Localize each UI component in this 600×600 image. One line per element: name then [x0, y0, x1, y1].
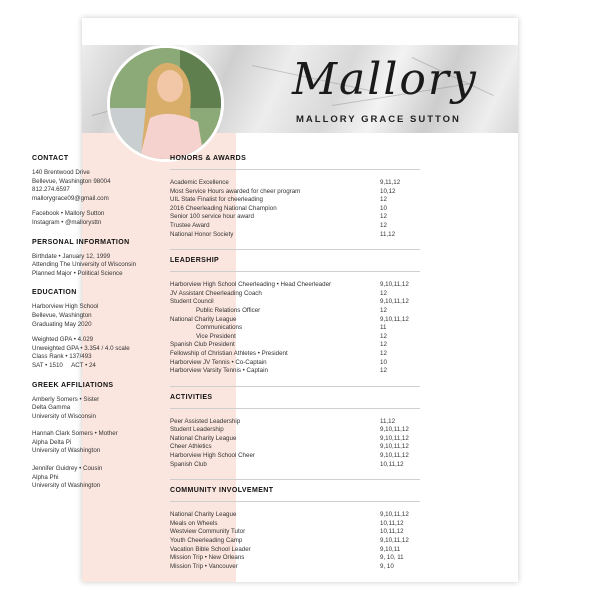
full-name: MALLORY GRACE SUTTON — [296, 114, 461, 125]
honors-row — [170, 205, 420, 214]
community-item: Youth Cheerleading Camp — [170, 537, 243, 545]
leadership-years: 12 — [380, 306, 387, 314]
honors-heading: HONORS & AWARDS — [170, 155, 247, 162]
leadership-years: 12 — [380, 349, 387, 357]
honors-years: 11,12 — [380, 230, 396, 238]
activities-row — [170, 443, 420, 452]
honors-item: UIL State Finalist for cheerleading — [170, 196, 263, 204]
honors-row — [170, 188, 420, 197]
leadership-item: Harborview Varsity Tennis • Captain — [170, 367, 268, 375]
right-column — [170, 154, 420, 581]
leadership-years: 12 — [380, 367, 387, 375]
education-heading: EDUCATION — [32, 289, 77, 297]
greek-line: University of Wisconsin — [32, 412, 96, 420]
community-years: 9,10,11,12 — [380, 511, 409, 519]
activities-item: Peer Assisted Leadership — [170, 417, 241, 425]
honors-years: 12 — [380, 221, 387, 229]
leadership-row — [170, 359, 420, 368]
community-row — [170, 537, 420, 546]
leadership-row — [170, 333, 420, 342]
greek-line: Delta Gamma — [32, 404, 71, 412]
leadership-heading: LEADERSHIP — [170, 257, 220, 265]
activities-row — [170, 418, 420, 427]
leadership-row — [170, 281, 420, 290]
leadership-row — [170, 316, 420, 325]
leadership-item: Student Council — [170, 298, 214, 306]
community-row — [170, 546, 420, 555]
community-years: 9,10,11,12 — [380, 537, 409, 545]
greek-line: Amberly Somers • Sister — [32, 395, 100, 403]
community-section — [170, 479, 420, 571]
leadership-years: 10 — [380, 358, 387, 366]
divider — [170, 501, 420, 502]
leadership-item: JV Assistant Cheerleading Coach — [170, 289, 262, 297]
honors-item: 2016 Cheerleading National Champion — [170, 204, 277, 212]
leadership-item: Public Relations Officer — [196, 306, 261, 314]
activities-item: Student Leadership — [170, 426, 224, 434]
activities-item: Cheer Athletics — [170, 443, 212, 451]
community-row — [170, 528, 420, 537]
leadership-row — [170, 341, 420, 350]
leadership-row — [170, 367, 420, 376]
community-item: Westview Community Tutor — [170, 528, 246, 536]
greek-line: Hannah Clark Somers • Mother — [32, 430, 118, 438]
activities-row — [170, 426, 420, 435]
community-row — [170, 511, 420, 520]
stat-line: Unweighted GPA • 3.354 / 4.0 scale — [32, 344, 130, 352]
activities-years: 9,10,11,12 — [380, 434, 409, 442]
honors-years: 9,11,12 — [380, 179, 401, 186]
divider — [170, 479, 420, 480]
community-item: Mission Trip • New Orleans — [170, 554, 245, 562]
honors-years: 10 — [380, 204, 387, 212]
leadership-row — [170, 307, 420, 316]
personal-heading: PERSONAL INFORMATION — [32, 238, 130, 246]
community-years: 9, 10, 11 — [380, 554, 404, 562]
community-row — [170, 554, 420, 563]
activities-years: 10,11,12 — [380, 460, 404, 468]
leadership-section — [170, 249, 420, 376]
stat-line: Weighted GPA • 4.029 — [32, 336, 94, 344]
leadership-years: 9,10,11,12 — [380, 281, 409, 289]
leadership-item: Fellowship of Christian Athletes • President — [170, 349, 288, 357]
stat-line: SAT • 1510 ACT • 24 — [32, 361, 96, 369]
greek-line: University of Washington — [32, 447, 101, 455]
divider — [170, 408, 420, 409]
divider — [170, 249, 420, 250]
leadership-row — [170, 324, 420, 333]
leadership-years: 9,10,11,12 — [380, 315, 409, 323]
address-line: 140 Brentwood Drive — [32, 169, 90, 176]
honors-years: 12 — [380, 213, 387, 221]
community-years: 10,11,12 — [380, 528, 404, 536]
honors-years: 10,12 — [380, 187, 396, 195]
activities-years: 9,10,11,12 — [380, 443, 409, 451]
leadership-years: 9,10,11,12 — [380, 298, 409, 306]
contact-section — [32, 154, 150, 228]
leadership-years: 11 — [380, 324, 387, 332]
left-column — [32, 154, 150, 501]
email: mallorygrace09@gmail.com — [32, 194, 109, 202]
honors-row — [170, 213, 420, 222]
contact-heading: CONTACT — [32, 155, 69, 162]
activities-item: Harborview High School Cheer — [170, 452, 255, 460]
name-script: Mallory — [292, 54, 478, 105]
activities-years: 9,10,11,12 — [380, 452, 409, 460]
honors-item: Academic Excellence — [170, 179, 229, 186]
divider — [170, 271, 420, 272]
greek-line: Alpha Phi — [32, 473, 59, 481]
activities-item: National Charity League — [170, 434, 237, 442]
honors-item: National Honor Society — [170, 230, 234, 238]
activities-row — [170, 435, 420, 444]
leadership-item: Vice President — [196, 332, 236, 340]
address-line: Bellevue, Washington 98004 — [32, 177, 111, 185]
leadership-years: 12 — [380, 332, 387, 340]
honors-item: Trustee Award — [170, 221, 210, 229]
activities-heading: ACTIVITIES — [170, 393, 213, 401]
leadership-item: National Charity League — [170, 315, 237, 323]
greek-section — [32, 381, 150, 491]
personal-section — [32, 238, 150, 279]
greek-line: University of Washington — [32, 482, 101, 490]
activities-row — [170, 461, 420, 470]
leadership-item: Harborview JV Tennis • Co-Captain — [170, 358, 267, 366]
leadership-row — [170, 350, 420, 359]
honors-row — [170, 196, 420, 205]
activities-item: Spanish Club — [170, 460, 207, 468]
greek-line: Jennifer Guidrey • Cousin — [32, 465, 103, 473]
honors-item: Most Service Hours awarded for cheer program — [170, 187, 301, 195]
honors-row — [170, 222, 420, 231]
personal-line: Attending The University of Wisconsin — [32, 261, 137, 269]
instagram: Instagram • @mallorysttn — [32, 218, 102, 226]
activities-row — [170, 452, 420, 461]
community-row — [170, 563, 420, 572]
activities-years: 9,10,11,12 — [380, 426, 409, 434]
facebook: Facebook • Mallory Sutton — [32, 210, 105, 218]
community-row — [170, 520, 420, 529]
community-years: 9,10,11 — [380, 545, 401, 553]
community-item: Vacation Bible School Leader — [170, 545, 251, 553]
community-heading: COMMUNITY INVOLVEMENT — [170, 487, 274, 495]
greek-heading: GREEK AFFILIATIONS — [32, 381, 114, 389]
divider — [170, 386, 420, 387]
community-item: National Charity League — [170, 511, 237, 519]
profile-photo — [107, 45, 224, 162]
phone: 812.274.6597 — [32, 186, 70, 194]
leadership-item: Spanish Club President — [170, 341, 235, 349]
personal-line: Planned Major • Political Science — [32, 269, 123, 277]
school-line: Harborview High School — [32, 303, 99, 311]
leadership-years: 12 — [380, 341, 387, 349]
honors-section — [170, 154, 420, 239]
honors-years: 12 — [380, 196, 387, 204]
community-item: Meals on Wheels — [170, 519, 218, 527]
stat-line: Class Rank • 137/493 — [32, 353, 92, 361]
school-line: Graduating May 2020 — [32, 320, 92, 328]
community-years: 10,11,12 — [380, 519, 404, 527]
education-section — [32, 288, 150, 370]
leadership-item: Harborview High School Cheerleading • Head Cheerleader — [170, 281, 332, 289]
honors-row — [170, 231, 420, 240]
school-line: Bellevue, Washington — [32, 311, 92, 319]
leadership-item: Communications — [196, 324, 243, 332]
leadership-years: 12 — [380, 289, 387, 297]
greek-line: Alpha Delta Pi — [32, 438, 72, 446]
community-years: 9, 10 — [380, 562, 394, 570]
leadership-row — [170, 290, 420, 299]
activities-section — [170, 386, 420, 470]
honors-item: Senior 100 service hour award — [170, 213, 254, 221]
divider — [170, 169, 420, 170]
honors-row — [170, 179, 420, 188]
personal-line: Birthdate • January 12, 1999 — [32, 252, 111, 260]
activities-years: 11,12 — [380, 417, 396, 425]
leadership-row — [170, 298, 420, 307]
community-item: Mission Trip • Vancouver — [170, 562, 238, 570]
